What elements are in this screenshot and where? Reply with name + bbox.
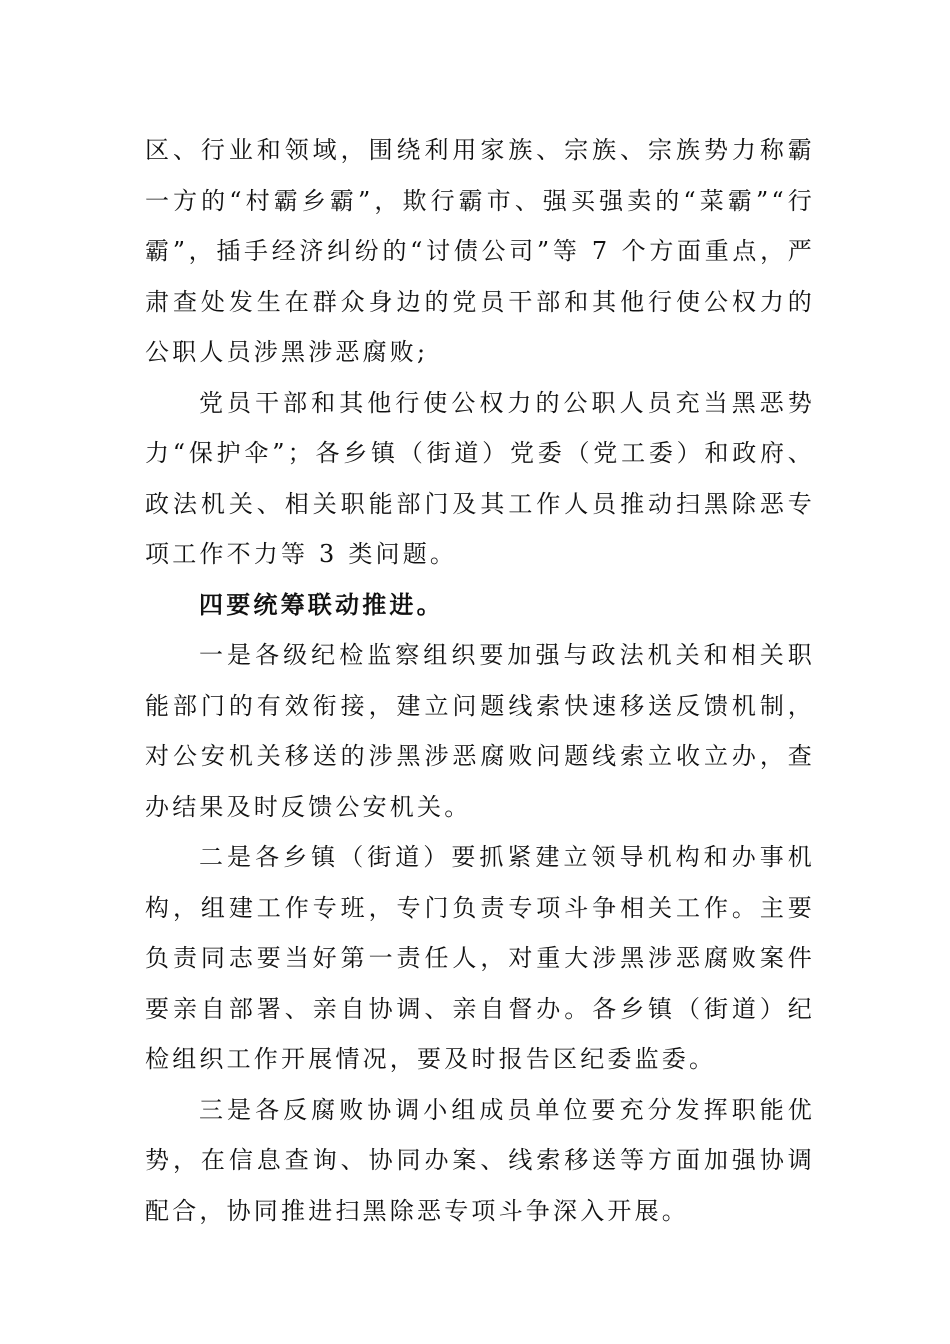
text-line: 部门的有效衔接，建立问题线索快速移送反馈机制，对公	[145, 691, 815, 770]
paragraph-point-one	[145, 630, 815, 832]
paragraph-point-three	[145, 1085, 815, 1237]
text-line: 安机关移送的涉黑涉恶腐败问题线索立收立办，查办结果	[145, 742, 815, 821]
text-line: 法机关、相关职能部门及其工作人员推动扫黑除恶专项工	[145, 489, 815, 568]
text-line: 署、亲自协调、亲自督办。各乡镇（街道）纪检组织工作	[145, 994, 815, 1073]
text-line: 党员干部和其他行使公权力的公职人员充当黑恶势力	[145, 388, 815, 467]
text-line: 作不力等 3 类问题。	[199, 540, 458, 568]
text-line: 协同推进扫黑除恶专项斗争深入开展。	[226, 1196, 690, 1225]
text-line: 开展情况，要及时报告区纪委监委。	[281, 1045, 717, 1073]
paragraph-continuation	[145, 125, 815, 378]
text-line: 及时反馈公安机关。	[226, 792, 472, 821]
section-heading	[145, 580, 815, 631]
text-line: 志要当好第一责任人，对重大涉黑涉恶腐败案件要亲自部	[145, 944, 815, 1023]
text-line: “保护伞”；各乡镇（街道）党委（党工委）和政府、政	[145, 439, 816, 518]
text-line: 一是各级纪检监察组织要加强与政法机关和相关职能	[145, 641, 815, 720]
text-line: 方的“村霸乡霸”，欺行霸市、强买强卖的“菜霸”“行	[173, 186, 815, 215]
paragraph-point-two	[145, 832, 815, 1085]
text-line: 霸”，插手经济纠纷的“讨债公司”等 7 个方面重点，严肃	[145, 237, 815, 316]
text-line: 二是各乡镇（街道）要抓紧建立领导机构和办事机构，	[145, 843, 815, 922]
text-line: 三是各反腐败协调小组成员单位要充分发挥职能优势，	[145, 1095, 815, 1174]
text-line: 组建工作专班，专门负责专项斗争相关工作。主要负责同	[145, 893, 815, 972]
text-line: 查处发生在群众身边的党员干部和其他行使公权力的公职	[145, 287, 815, 366]
text-line: 人员涉黑涉恶腐败;	[199, 338, 429, 366]
text-line: 区、行业和领域，围绕利用家族、宗族、宗族势力称霸一	[145, 136, 815, 215]
heading-text: 四要统筹联动推进。	[199, 590, 444, 619]
text-line: 在信息查询、协同办案、线索移送等方面加强协调配合，	[145, 1146, 815, 1225]
document-page	[145, 125, 815, 1236]
paragraph-protection-umbrella	[145, 378, 815, 580]
